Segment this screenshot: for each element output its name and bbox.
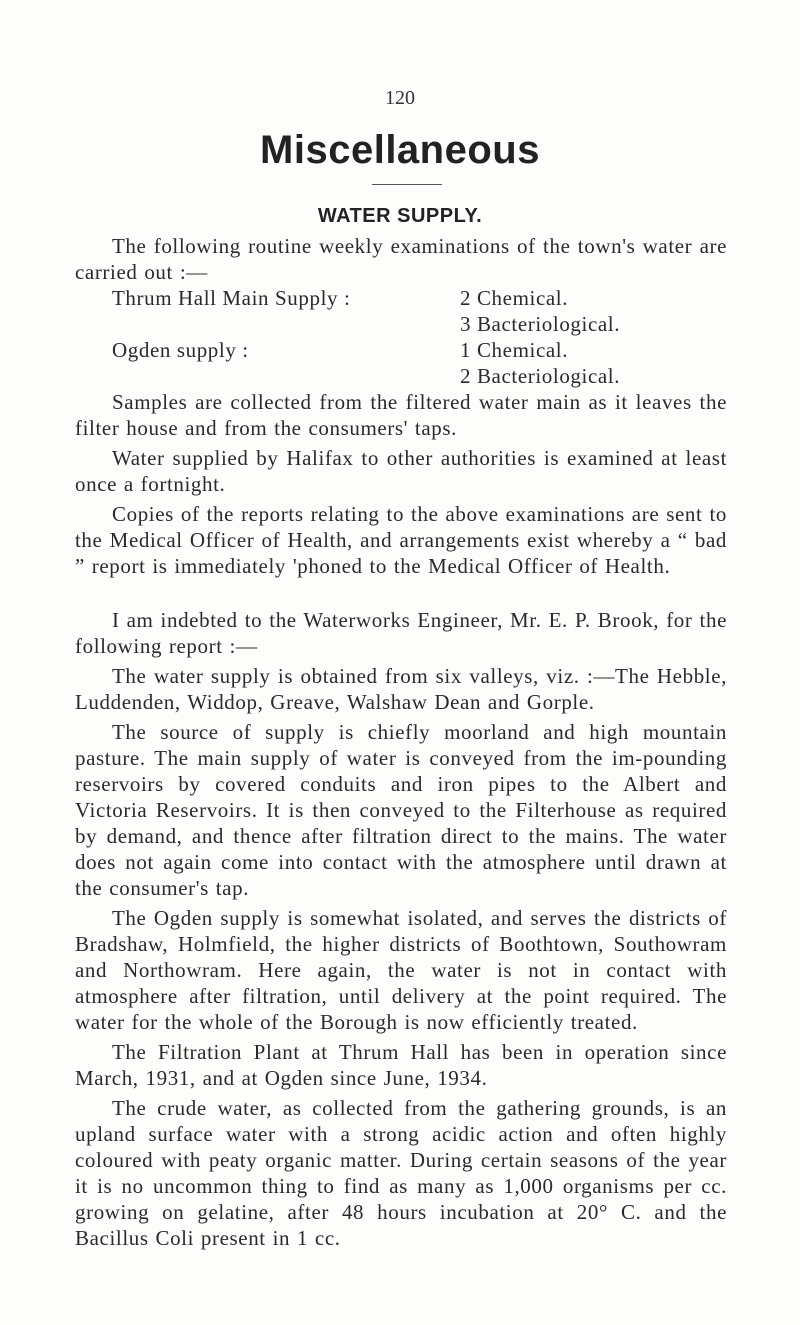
section-heading: WATER SUPPLY.: [317, 205, 483, 227]
page-title: Miscellaneous: [260, 128, 540, 172]
paragraph: The crude water, as collected from the gathering grounds, is an upland surface water with a strong acidic action and often highly coloured with peaty organic matter. During certain seasons of the year it is no uncommon thing to find as many as 1,000 organisms per cc. growing on gelatine, after 48 hours incubation at 20° C. and the Bacillus Coli present in 1 cc.: [75, 1096, 727, 1250]
schedule-value: 2 Chemical.: [460, 286, 569, 310]
body-text: [75, 389, 727, 1251]
page-number: 120: [385, 87, 415, 109]
schedule-row: [112, 285, 712, 311]
schedule-label: [112, 311, 460, 337]
intro-block: [75, 233, 727, 285]
paragraph: Samples are collected from the filtered water main as it leaves the filter house and from the consumers' taps.: [75, 390, 727, 440]
schedule-value: 1 Chemical.: [460, 338, 569, 362]
paragraph: Copies of the reports relating to the above examinations are sent to the Medical Officer of Health, and arrangements exist whereby a “ bad ” report is immediately 'phoned to the Medical Officer of Health.: [75, 502, 727, 578]
schedule-label: Ogden supply :: [112, 338, 249, 362]
schedule-row: [112, 337, 712, 363]
schedule-row: [112, 311, 712, 337]
schedule-label: [112, 363, 460, 389]
paragraph: The source of supply is chiefly moorland and high mountain pasture. The main supply of water is conveyed from the im-pounding reservoirs by covered conduits and iron pipes to the Albert and Victoria Reservoirs. It is then conveyed to the Filterhouse as required by demand, and thence after filtration direct to the mains. The water does not again come into contact with the atmosphere until drawn at the consumer's tap.: [75, 720, 727, 900]
schedule-value: 2 Bacteriological.: [460, 364, 621, 388]
schedule-value: 3 Bacteriological.: [460, 312, 621, 336]
schedule-row: [112, 363, 712, 389]
paragraph: I am indebted to the Waterworks Engineer, Mr. E. P. Brook, for the following report :—: [75, 608, 727, 658]
paragraph: The Filtration Plant at Thrum Hall has been in operation since March, 1931, and at Ogden since June, 1934.: [75, 1040, 727, 1090]
paragraph: The Ogden supply is somewhat isolated, and serves the districts of Bradshaw, Holmfield, the higher districts of Boothtown, Southowram and Northowram. Here again, the water is not in contact with atmosphere after filtration, until delivery at the point required. The water for the whole of the Borough is now efficiently treated.: [75, 906, 727, 1034]
examination-schedule: [112, 285, 712, 389]
title-divider: [372, 184, 442, 185]
paragraph: The water supply is obtained from six valleys, viz. :—The Hebble, Luddenden, Widdop, Greave, Walshaw Dean and Gorple.: [75, 664, 727, 714]
schedule-label: Thrum Hall Main Supply :: [112, 286, 351, 310]
intro-paragraph: The following routine weekly examinations of the town's water are carried out :—: [75, 234, 727, 284]
paragraph: Water supplied by Halifax to other authorities is examined at least once a fortnight.: [75, 446, 727, 496]
